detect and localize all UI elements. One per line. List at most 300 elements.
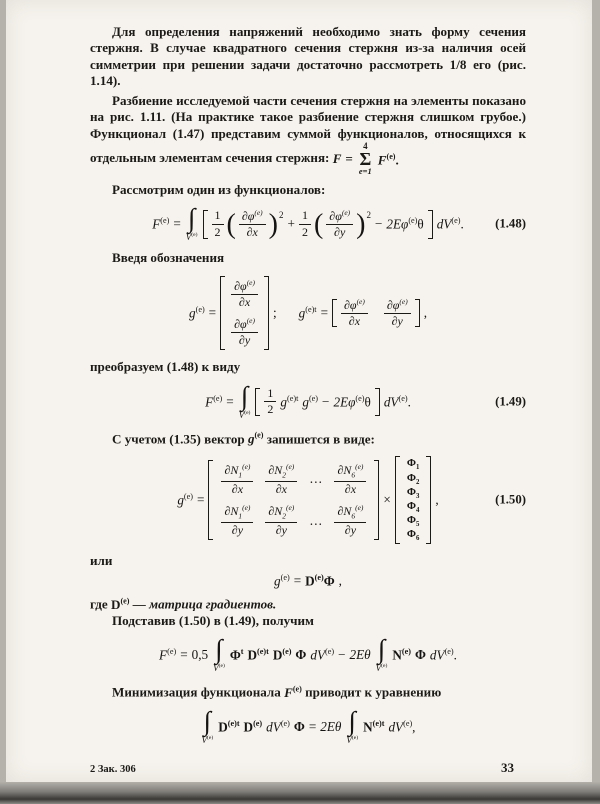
math-var: Φ: [406, 485, 416, 498]
sum-formula: [333, 142, 399, 176]
integral: [201, 705, 214, 745]
math-var: φ: [401, 216, 409, 232]
equals-sign: =: [293, 572, 302, 588]
math-var: φ: [348, 393, 356, 409]
denominator: ∂y: [275, 522, 287, 537]
math-token: ∂φ: [234, 316, 247, 331]
math-sup: (e): [356, 296, 365, 306]
math-token: [284, 685, 302, 700]
math-token: [363, 719, 384, 735]
comma: ,: [338, 572, 342, 588]
math-token: ,: [412, 718, 416, 734]
left-bracket: [208, 460, 213, 540]
denominator: ∂x: [238, 295, 251, 310]
power-two: 2: [366, 209, 371, 220]
math-token: [302, 394, 318, 410]
equation-final: [90, 705, 526, 745]
math-sup: (e): [246, 277, 255, 287]
denominator: ∂x: [344, 481, 357, 496]
integral: [346, 705, 359, 745]
paragraph-intro: Для определения напряжений необходимо знать форму сечения стержня. В случае квадратного сечения стержня из-за наличия осей симметрии при решении задачи достаточно рассмотреть 1/8 его (рис. 1.14).: [90, 24, 526, 88]
minus-sign: −: [338, 647, 346, 663]
numerator: [231, 317, 258, 333]
integral-limit: [213, 662, 225, 673]
math-var: dV: [310, 647, 326, 663]
numerator: 1: [264, 387, 276, 402]
equals-sign: =: [345, 150, 353, 166]
line-consider: Рассмотрим один из функционалов:: [112, 182, 326, 198]
integral-icon: ∫: [348, 705, 356, 736]
math-var: Φ: [295, 647, 307, 663]
math-token: [230, 647, 244, 663]
math-sup: (e)t: [305, 304, 317, 314]
numerator: [384, 298, 411, 314]
equation-content: [201, 705, 416, 745]
fraction: [326, 209, 353, 240]
book-bottom-edge: [0, 782, 600, 804]
denominator: 2: [301, 224, 308, 239]
equation-148: [90, 203, 526, 243]
integral-icon: ∫: [240, 380, 249, 411]
printer-mark: 2 Зак. 306: [90, 764, 136, 775]
math-var: D: [305, 573, 315, 589]
equation-content: [159, 634, 457, 674]
math-sup: t: [240, 646, 244, 656]
math-token: [388, 719, 415, 735]
math-token: [159, 647, 176, 663]
math-token: [266, 719, 290, 735]
left-paren: (: [313, 208, 324, 240]
denominator: ∂y: [344, 522, 357, 537]
math-token: [430, 647, 457, 663]
equals-sign: =: [197, 491, 205, 507]
math-token: [152, 216, 169, 232]
math-token: [407, 457, 420, 471]
denominator: ∂y: [231, 522, 244, 537]
math-sup: (e): [355, 461, 364, 471]
sigma-icon: Σ: [359, 149, 372, 170]
math-sup: (e): [183, 491, 193, 501]
math-sub: 2: [415, 478, 420, 486]
integral-limit: [202, 734, 214, 745]
math-sup: (e)t: [227, 718, 240, 728]
math-token: ∂φ: [329, 208, 342, 223]
left-bracket: [332, 299, 337, 328]
equation-number: (1.49): [495, 394, 526, 409]
integral: [213, 634, 225, 674]
math-sup: (e): [167, 646, 177, 656]
math-sup: (e): [280, 572, 290, 582]
vector-entries: [229, 275, 260, 352]
math-token: ∂N: [268, 462, 283, 477]
fraction: [212, 209, 224, 239]
math-var: Φ: [323, 573, 335, 589]
math-sup: (e): [355, 502, 364, 512]
comma: ,: [423, 305, 427, 321]
numerator: [231, 279, 258, 295]
math-var: Φ: [229, 647, 241, 663]
math-var: 2Eθ: [349, 647, 371, 663]
row-vector: [332, 298, 420, 329]
math-sup: (e)t: [257, 646, 269, 656]
line-text: где: [90, 596, 108, 612]
numerator: 1: [212, 209, 224, 224]
math-var: F: [284, 684, 293, 700]
integral: [238, 380, 251, 420]
math-sup: (e): [403, 718, 413, 728]
equation-number: (1.50): [495, 492, 526, 507]
line-text: запишется в виде:: [266, 431, 375, 447]
math-token: [247, 647, 268, 663]
math-var: 2E: [386, 216, 402, 232]
equals-sign: =: [308, 718, 317, 734]
right-bracket: [374, 460, 379, 540]
numerator: [334, 504, 366, 523]
math-sup: (e): [351, 734, 359, 741]
paragraph-text: Разбиение исследуемой части сечения стержня на элементы показано на рис. 1.11. (На практике такое разбиение стержня слишком грубое.) Функционал (1.47) представим суммой функционалов, относящихся к отдельным элементам сечения стержня:: [90, 93, 526, 166]
integral: [375, 634, 388, 674]
math-sup: (e): [280, 718, 290, 728]
fraction: [239, 209, 266, 240]
line-text: Минимизация функционала: [112, 684, 281, 700]
right-bracket: [428, 210, 433, 239]
equals-sign: =: [226, 393, 234, 409]
math-token: [407, 486, 420, 500]
math-var: dV: [383, 393, 399, 409]
math-token: ∂φ: [241, 208, 255, 223]
integral-limit: [186, 231, 198, 242]
sum-lower-limit: e=1: [358, 166, 372, 177]
integral-icon: ∫: [215, 634, 223, 665]
math-var: g: [274, 573, 281, 589]
math-sub: 6: [351, 511, 356, 521]
math-token: [310, 647, 334, 663]
numerator: [341, 298, 368, 314]
math-token: θ: [364, 393, 371, 409]
math-sub: 6: [415, 535, 420, 543]
minus-sign: −: [374, 216, 383, 232]
left-paren: (: [226, 208, 236, 240]
fraction: [334, 463, 366, 496]
math-sup: (e): [286, 461, 295, 471]
math-token: [407, 514, 420, 528]
math-var: V: [238, 409, 245, 420]
right-bracket: [415, 299, 420, 328]
math-token: [407, 500, 420, 514]
fraction: [221, 463, 253, 496]
right-bracket: [375, 388, 380, 416]
fraction: [264, 387, 276, 417]
line-vector: [90, 428, 526, 448]
math-token: [299, 305, 317, 321]
math-token: .: [407, 393, 411, 409]
integral-limit: [239, 409, 251, 420]
math-sub: 1: [238, 470, 243, 480]
math-var: D: [272, 647, 283, 663]
fraction: [221, 504, 253, 537]
comma: ,: [435, 491, 439, 507]
math-var: F: [377, 152, 387, 168]
equation-functional: [90, 634, 526, 674]
math-token: [407, 528, 420, 542]
denominator: ∂x: [246, 225, 258, 240]
math-var: Φ: [406, 499, 416, 512]
math-token: ∂φ: [344, 297, 357, 312]
math-token: [273, 647, 292, 663]
math-token: [386, 216, 423, 232]
math-sup: (e): [408, 216, 418, 226]
math-var: Φ: [414, 647, 426, 663]
sum-upper-limit: 4: [363, 141, 368, 152]
math-token: [205, 394, 222, 410]
math-var: Φ: [406, 528, 416, 541]
math-var: V: [346, 734, 352, 745]
math-var: dV: [436, 216, 452, 232]
math-token: [280, 394, 298, 410]
math-token: .: [395, 152, 399, 168]
math-sup: (e): [242, 461, 251, 471]
denominator: ∂y: [334, 225, 346, 240]
math-token: [384, 394, 411, 410]
matrix-entries: [217, 459, 370, 541]
power-two: 2: [279, 209, 284, 220]
equation-content: [152, 203, 464, 243]
math-sup: (e): [282, 646, 292, 656]
math-var: N: [392, 647, 402, 663]
math-var: V: [201, 734, 208, 745]
math-sup: (e): [195, 304, 205, 314]
g-definitions: [90, 275, 526, 352]
math-sub: 2: [282, 470, 287, 480]
math-sup: (e): [444, 646, 454, 656]
math-sub: 1: [415, 464, 420, 472]
math-token: [407, 472, 420, 486]
fraction: [231, 279, 258, 310]
line-text: С учетом (1.35) вектор: [112, 431, 245, 447]
math-token: [392, 647, 411, 663]
math-token: [189, 305, 205, 321]
math-token: [333, 394, 370, 410]
equation-content: [177, 455, 438, 544]
line-where: [90, 593, 526, 613]
math-var: V: [375, 663, 382, 674]
math-token: [274, 573, 290, 589]
numerator: [265, 463, 297, 482]
math-token: [244, 719, 263, 735]
math-sup: (e): [401, 646, 411, 656]
math-sup: (e): [398, 393, 408, 403]
fraction: [341, 298, 368, 329]
math-sub: 2: [282, 511, 287, 521]
math-var: 2E: [333, 393, 349, 409]
math-var: D: [243, 718, 254, 734]
math-token: θ: [417, 216, 424, 232]
math-sub: 3: [415, 492, 420, 500]
math-sub: 5: [415, 521, 420, 529]
math-sup: (e): [399, 296, 408, 306]
ellipsis: …: [309, 471, 323, 487]
integral: [185, 203, 198, 243]
math-var: F: [332, 150, 342, 166]
numerator: [221, 463, 253, 482]
math-var: dV: [429, 647, 445, 663]
paragraph-partition: [90, 93, 526, 176]
math-sup: (e): [244, 409, 251, 416]
math-sup: (e): [341, 207, 351, 217]
fraction: [384, 298, 411, 329]
line-text: приводит к уравнению: [305, 684, 442, 700]
math-var: D: [111, 596, 121, 612]
math-var: V: [213, 663, 219, 674]
nodal-vector: [395, 455, 432, 544]
denominator: 2: [267, 402, 274, 417]
math-sup: (e): [355, 393, 365, 403]
equals-sign: =: [173, 216, 181, 232]
left-bracket: [395, 456, 400, 543]
line-or: или: [90, 552, 113, 568]
equation-150: [90, 455, 526, 544]
math-token: ∂N: [224, 503, 239, 518]
gradient-matrix: [208, 459, 379, 541]
math-token: ∂φ: [234, 278, 247, 293]
bracketed-group: [203, 209, 433, 240]
math-var: 2Eθ: [320, 718, 342, 734]
equation-gradient-compact: [90, 573, 526, 589]
equation-number: (1.48): [495, 216, 526, 231]
denominator: ∂y: [238, 332, 251, 347]
math-sup: (e): [246, 315, 255, 325]
math-var: Φ: [406, 514, 416, 527]
math-token: .: [453, 647, 457, 663]
right-bracket: [426, 456, 431, 543]
math-sup: (e): [253, 718, 263, 728]
math-sup: (e): [120, 596, 130, 606]
page-footer: [90, 760, 514, 776]
math-sup: (e): [218, 663, 225, 670]
bracketed-group: [255, 387, 379, 417]
equals-sign: =: [208, 305, 217, 321]
left-bracket: [203, 210, 208, 239]
page-number: 33: [501, 760, 514, 775]
fraction: [231, 317, 258, 348]
math-sup: (e): [254, 207, 263, 217]
math-token: [218, 719, 239, 735]
math-var: dV: [266, 718, 281, 734]
semicolon: ;: [272, 305, 277, 321]
paper-sheet: [6, 0, 592, 782]
math-token: [437, 216, 464, 232]
math-sup: (e): [314, 572, 324, 582]
numerator: [239, 209, 266, 225]
numerator: [265, 504, 297, 523]
math-var: N: [363, 718, 373, 734]
times-sign: ×: [383, 491, 391, 507]
right-paren: ): [268, 208, 278, 240]
math-sup: (e): [451, 216, 461, 226]
line-minimization: [90, 681, 526, 701]
math-sup: (e)t: [287, 393, 299, 403]
math-token: ∂φ: [386, 297, 400, 312]
equals-sign: =: [320, 305, 328, 321]
numerator: [334, 463, 366, 482]
math-sup: (e): [292, 684, 302, 694]
plus-sign: +: [287, 216, 295, 232]
math-token: ∂N: [224, 462, 239, 477]
sum-operator: [359, 142, 372, 176]
fraction: [265, 463, 297, 496]
numerator: [221, 504, 253, 523]
math-token: ∂N: [268, 503, 283, 518]
math-sup: (e): [160, 216, 170, 226]
math-var: dV: [388, 718, 404, 734]
vector-entries: [404, 455, 423, 544]
math-var: g: [247, 431, 255, 447]
math-var: g: [280, 393, 288, 409]
math-token: [177, 492, 193, 508]
math-var: Φ: [293, 718, 305, 734]
math-token: ∂N: [337, 503, 352, 518]
right-bracket: [264, 276, 269, 351]
math-sup: (e)t: [372, 718, 385, 728]
math-token: [111, 597, 129, 612]
math-sup: (e): [308, 393, 319, 403]
math-var: F: [205, 393, 214, 409]
math-var: g: [189, 305, 196, 321]
math-sup: (e): [381, 663, 388, 670]
math-sub: 1: [238, 511, 243, 521]
coefficient: 0,5: [191, 647, 209, 663]
math-token: [248, 431, 264, 446]
numerator: [326, 209, 353, 225]
math-var: V: [185, 232, 192, 243]
fraction: [265, 504, 297, 537]
right-paren: ): [356, 208, 366, 240]
integral-icon: ∫: [203, 705, 212, 736]
math-token: [378, 149, 399, 169]
line-substituting: Подставив (1.50) в (1.49), получим: [112, 612, 314, 628]
math-var: g: [177, 492, 184, 508]
math-token: .: [460, 216, 464, 232]
equals-sign: =: [180, 647, 188, 663]
math-sup: (e): [386, 152, 396, 162]
equation-content: [189, 275, 427, 352]
denominator: ∂x: [275, 481, 287, 496]
math-var: F: [152, 216, 161, 232]
denominator: ∂x: [231, 481, 244, 496]
line-transform: преобразуем (1.48) к виду: [90, 359, 241, 375]
left-bracket: [220, 276, 225, 351]
math-token: ∂N: [337, 462, 352, 477]
math-token: [305, 573, 335, 589]
ellipsis: …: [309, 512, 323, 528]
integral-limit: [376, 662, 388, 673]
fraction: [334, 504, 366, 537]
equation-149: [90, 380, 526, 420]
math-sup: (e): [325, 646, 335, 656]
math-sup: (e): [191, 232, 198, 239]
left-bracket: [255, 388, 260, 416]
math-sup: (e): [286, 502, 295, 512]
equation-content: [274, 573, 342, 589]
fraction: [299, 209, 311, 239]
math-sup: (e): [242, 502, 251, 512]
denominator: ∂x: [348, 314, 361, 329]
math-var: g: [302, 393, 309, 409]
integral-limit: [346, 734, 358, 745]
math-var: g: [298, 305, 306, 321]
numerator: 1: [299, 209, 311, 224]
equation-content: [205, 380, 411, 420]
